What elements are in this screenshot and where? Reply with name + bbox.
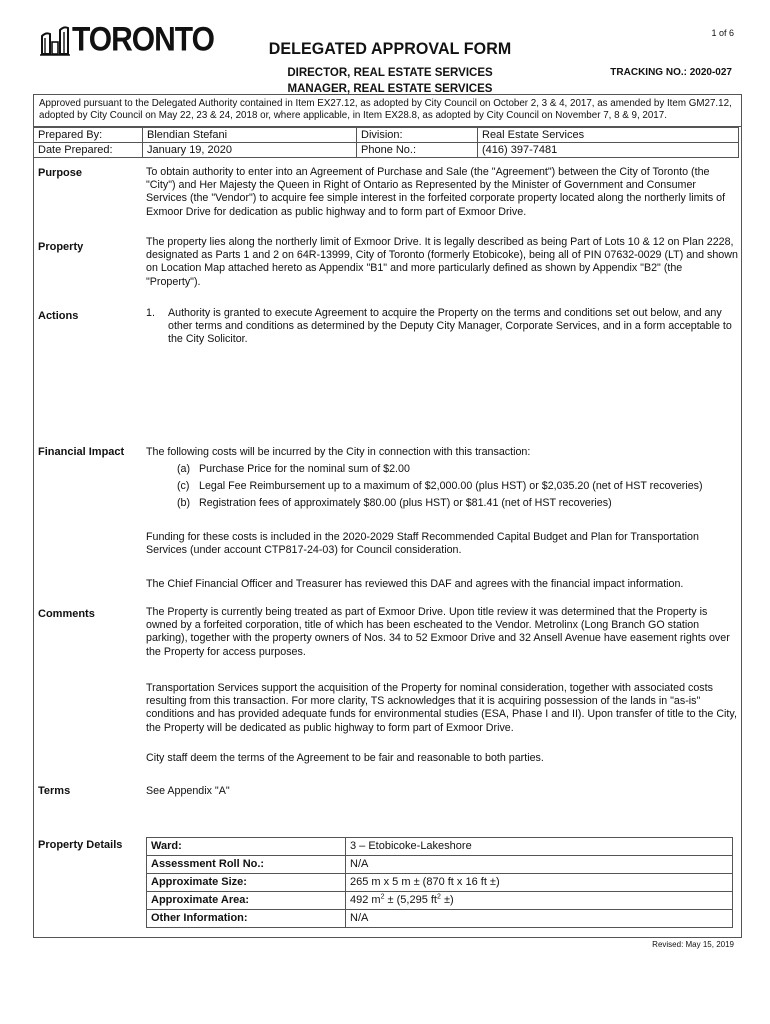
preparer-info-table <box>34 127 739 158</box>
form-subtitle <box>240 65 540 97</box>
phone-value: (416) 397-7481 <box>478 143 739 158</box>
property-text: The property lies along the northerly limit of Exmoor Drive. It is legally described as being Part of Lots 10 & 12 on Plan 2228, designated as Parts 1 and 2 on 64R-13999, City of Toronto (formerly Etobicoke), being all of PIN 07632-0029 (LT) and shown on Location Map attached hereto as Appendix "B1" and more particularly defined as shown by Appendix "B2" (the "Property"). <box>146 236 738 288</box>
area-metric: 492 m <box>350 894 381 906</box>
date-prepared-label: Date Prepared: <box>34 143 143 158</box>
division-value: Real Estate Services <box>478 128 739 143</box>
ward-label: Ward: <box>147 838 346 856</box>
comments-label: Comments <box>38 608 95 620</box>
comments-paragraph-1: The Property is currently being treated as part of Exmoor Drive. Upon title review it was determined that the Property is owned by a forfeited corporation, title of which has been escheated to the Vendor. Metrolinx (Long Branch GO station parking), together with the property owners of Nos. 34 to 52 Exmoor Drive and 32 Ansell Avenue have easement rights over the Property for access purposes. <box>146 606 730 658</box>
property-label: Property <box>38 241 84 253</box>
comments-paragraph-3: City staff deem the terms of the Agreement to be fair and reasonable to both parties. <box>146 752 544 764</box>
form-frame <box>33 94 742 938</box>
subtitle-line-1: DIRECTOR, REAL ESTATE SERVICES <box>287 67 493 79</box>
area-suffix: ±) <box>440 894 454 906</box>
area-imperial: ± (5,295 ft <box>384 894 437 906</box>
approx-area-label: Approximate Area: <box>147 892 346 910</box>
area-imperial-exponent: 2 <box>437 893 441 901</box>
assessment-roll-label: Assessment Roll No.: <box>147 856 346 874</box>
cost-item-letter: (c) <box>177 480 190 492</box>
prepared-by-value: Blendian Stefani <box>143 128 357 143</box>
phone-label: Phone No.: <box>357 143 478 158</box>
city-hall-icon <box>40 24 70 56</box>
city-logo <box>40 20 214 59</box>
terms-text: See Appendix "A" <box>146 785 230 797</box>
prepared-by-label: Prepared By: <box>34 128 143 143</box>
table-row <box>147 838 733 856</box>
purpose-label: Purpose <box>38 167 83 179</box>
approx-size-value: 265 m x 5 m ± (870 ft x 16 ft ±) <box>346 874 733 892</box>
action-number: 1. <box>146 307 155 319</box>
page-number: 1 of 6 <box>711 28 734 38</box>
cost-item-text: Purchase Price for the nominal sum of $2.00 <box>199 463 410 475</box>
other-info-label: Other Information: <box>147 910 346 928</box>
funding-text: Funding for these costs is included in the 2020-2029 Staff Recommended Capital Budget and Plan for Transportation Services (under account CTP817-24-03) for Council consideration. <box>146 531 699 557</box>
cfo-review-text: The Chief Financial Officer and Treasurer has reviewed this DAF and agrees with the financial impact information. <box>146 578 684 590</box>
revised-date: Revised: May 15, 2019 <box>652 940 734 949</box>
table-row <box>147 892 733 910</box>
authority-statement: Approved pursuant to the Delegated Authority contained in Item EX27.12, as adopted by City Council on October 2, 3 & 4, 2017, as amended by Item GM27.12, adopted by City Council on May 22, 23 & 24, 2018 or, where applicable, in Item EX28.8, as adopted by City Council on November 7, 8 & 9, 2017. <box>34 95 741 127</box>
financial-intro: The following costs will be incurred by the City in connection with this transaction: <box>146 446 531 458</box>
terms-label: Terms <box>38 785 71 797</box>
subtitle-line-2: MANAGER, REAL ESTATE SERVICES <box>287 83 493 95</box>
form-title: DELEGATED APPROVAL FORM <box>268 40 512 58</box>
division-label: Division: <box>357 128 478 143</box>
property-details-table <box>146 837 733 928</box>
cost-item-letter: (b) <box>177 497 191 509</box>
approx-size-label: Approximate Size: <box>147 874 346 892</box>
purpose-text: To obtain authority to enter into an Agreement of Purchase and Sale (the "Agreement") between the City of Toronto (the "City") and Her Majesty the Queen in Right of Ontario as Represented by the Minister of Government and Consumer Services (the "Vendor") to acquire fee simple interest in the forfeited corporate property located along the northerly limits of Exmoor Drive for dedication as public highway and to form part of Exmoor Drive. <box>146 166 726 218</box>
financial-impact-label: Financial Impact <box>38 446 125 458</box>
cost-item-letter: (a) <box>177 463 191 475</box>
logo-wordmark: TORONTO <box>72 20 214 59</box>
comments-paragraph-2: Transportation Services support the acquisition of the Property for nominal consideration, together with associated costs resulting from this transaction. For more clarity, TS acknowledges that it is acquiring possession of the lands in "as-is" conditions and has provided adequate funds for environmental studies (ESA, Phase I and II). Upon transfer of title to the City, the Property will be dedicated as public highway to form part of Exmoor Drive. <box>146 682 737 734</box>
cost-item <box>177 462 410 476</box>
cost-item <box>177 496 612 510</box>
table-row <box>147 910 733 928</box>
cost-item-text: Legal Fee Reimbursement up to a maximum of $2,000.00 (plus HST) or $2,035.20 (net of HST recoveries) <box>199 480 703 492</box>
cost-item-text: Registration fees of approximately $80.00 (plus HST) or $81.41 (net of HST recoveries) <box>199 497 612 509</box>
other-info-value: N/A <box>346 910 733 928</box>
cost-item <box>177 479 703 493</box>
table-row <box>147 874 733 892</box>
area-metric-exponent: 2 <box>380 893 385 901</box>
approx-area-value <box>346 892 733 910</box>
ward-value: 3 – Etobicoke-Lakeshore <box>346 838 733 856</box>
table-row <box>147 856 733 874</box>
date-prepared-value: January 19, 2020 <box>143 143 357 158</box>
tracking-number: TRACKING NO.: 2020-027 <box>610 67 732 78</box>
action-text: Authority is granted to execute Agreement to acquire the Property on the terms and conditions set out below, and any other terms and conditions as determined by the Deputy City Manager, Corporate Services, and in a form acceptable to the City Solicitor. <box>168 307 732 346</box>
title-block <box>240 40 540 97</box>
assessment-roll-value: N/A <box>346 856 733 874</box>
actions-label: Actions <box>38 310 79 322</box>
property-details-label: Property Details <box>38 839 123 851</box>
